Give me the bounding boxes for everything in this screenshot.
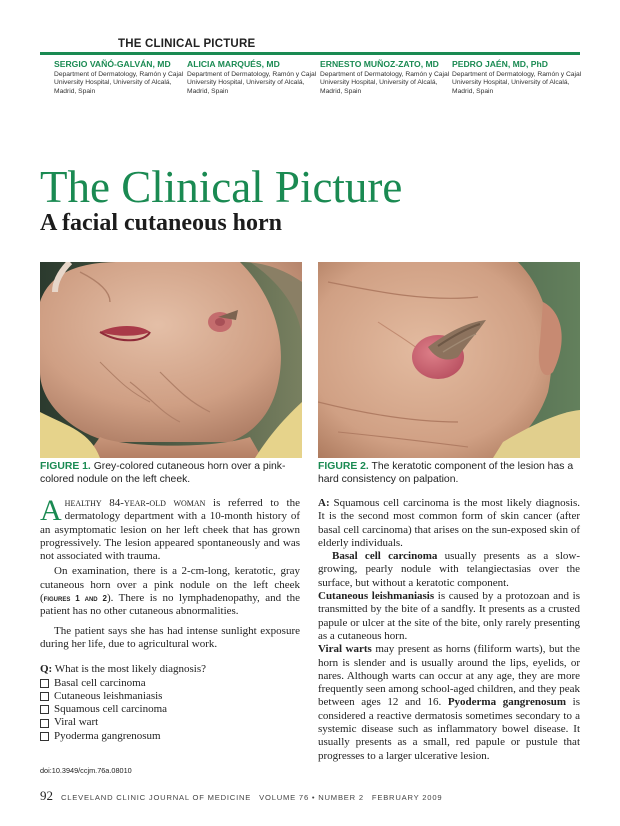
answer-option — [40, 716, 300, 729]
option-label: Viral wart — [54, 716, 99, 729]
author-affiliation: Department of Dermatology, Ramón y Cajal University Hospital, University of Alcalá, Madrid, Spain — [187, 71, 317, 95]
doi: doi:10.3949/ccjm.76a.08010 — [40, 766, 132, 775]
section-rule — [40, 52, 580, 55]
answer-option — [40, 690, 300, 703]
figure-1-text: Grey-colored cutaneous horn over a pink-colored nodule on the left cheek. — [40, 461, 286, 485]
section-label: THE CLINICAL PICTURE — [118, 38, 256, 50]
checkbox-icon — [40, 719, 49, 728]
author-name: ALICIA MARQUÉS, MD — [187, 59, 280, 69]
journal-name: CLEVELAND CLINIC JOURNAL OF MEDICINE — [61, 793, 252, 802]
answer-label: A: — [318, 497, 330, 509]
leishmaniasis-paragraph — [318, 590, 580, 643]
question-text: What is the most likely diagnosis? — [52, 663, 207, 676]
page-number: 92 — [40, 788, 53, 803]
checkbox-icon — [40, 692, 49, 701]
wart-term: Viral warts — [318, 643, 372, 656]
figure-reference: figures 1 and 2 — [43, 594, 107, 604]
bcc-text: usually presents as a slow-growing, pearly nodule with telangiectasias over the surface, but without a keratotic component. — [318, 550, 581, 589]
drop-cap: A — [40, 494, 62, 527]
author-block — [320, 59, 452, 96]
author-block — [452, 59, 584, 96]
examination-paragraph — [40, 565, 300, 618]
answer-option — [40, 703, 300, 716]
intro-text: is referred to the dermatology department with a 10-month history of an asymptomatic lesion on her left cheek that has grown progressively. The lesion appeared spontaneously and was not associated with trauma. — [40, 497, 300, 563]
figure-2-caption — [318, 461, 578, 486]
figure-2-photo — [318, 262, 580, 458]
bcc-paragraph — [318, 550, 580, 590]
wart-paragraph — [318, 643, 580, 763]
figure-2-text: The keratotic component of the lesion has a hard consistency on palpation. — [318, 461, 574, 485]
left-column — [40, 494, 301, 743]
option-label: Pyoderma gangrenosum — [54, 729, 161, 742]
intro-smallcaps: healthy 84-year-old woman — [64, 497, 206, 509]
author-block — [54, 59, 186, 96]
history-paragraph: The patient says she has had intense sunlight exposure during her life, due to agricultural work. — [40, 624, 300, 650]
figure-1-caption — [40, 461, 300, 486]
journal-volume: VOLUME 76 • NUMBER 2 — [259, 793, 364, 802]
bcc-term: Basal cell carcinoma — [332, 550, 438, 563]
figure-1-label: FIGURE 1. — [40, 461, 91, 472]
author-block — [187, 59, 319, 96]
figure-2-label: FIGURE 2. — [318, 461, 369, 472]
author-affiliation: Department of Dermatology, Ramón y Cajal University Hospital, University of Alcalá, Madrid, Spain — [452, 71, 582, 95]
option-label: Cutaneous leishmaniasis — [54, 689, 163, 702]
author-affiliation: Department of Dermatology, Ramón y Cajal University Hospital, University of Alcalá, Madrid, Spain — [54, 71, 184, 95]
pyoderma-text: is considered a reactive dermatosis sometimes secondary to a systemic disease such as inflammatory bowel disease. It usually presents as a small, red papule or pustule that progresses to a larger ulcerative lesion. — [318, 696, 580, 762]
article-subtitle: A facial cutaneous horn — [40, 210, 283, 236]
leishmaniasis-text: is caused by a protozoan and is transmitted by the bite of a sandfly. It presents as a crusted papule or ulcer at the site of the bite, only rarely presenting as a cutaneous horn. — [318, 590, 580, 642]
question — [40, 663, 300, 676]
leishmaniasis-term: Cutaneous leishmaniasis — [318, 590, 435, 603]
figure-1-photo — [40, 262, 302, 458]
answer-text: Squamous cell carcinoma is the most likely diagnosis. It is the second most common form of skin cancer (after basal cell carcinoma) that arises on the sun-exposed skin of elderly individuals. — [318, 497, 580, 549]
wart-text: may present as horns (filiform warts), but the horn is slender and is usually around the lips, eyelids, or nares. Although warts can occur at any age, they are more frequently seen among school-aged children, and they peak between ages 12 and 16. — [318, 643, 581, 709]
examination-text-b: ). There is no lymphadenopathy, and the patient has no other cutaneous abnormalities. — [40, 592, 301, 618]
option-label: Basal cell carcinoma — [54, 676, 146, 689]
article-title: The Clinical Picture — [40, 162, 403, 212]
author-name: SERGIO VAÑÓ-GALVÁN, MD — [54, 59, 171, 69]
answer-option — [40, 730, 300, 743]
question-label: Q: — [40, 663, 53, 676]
checkbox-icon — [40, 732, 49, 741]
examination-text-a: On examination, there is a 2-cm-long, keratotic, gray cutaneous horn over a pink nodule on the left cheek ( — [40, 565, 300, 605]
answer-option — [40, 677, 300, 690]
answer-paragraph — [318, 497, 580, 550]
checkbox-icon — [40, 705, 49, 714]
author-affiliation: Department of Dermatology, Ramón y Cajal University Hospital, University of Alcalá, Madrid, Spain — [320, 71, 450, 95]
option-label: Squamous cell carcinoma — [54, 703, 168, 716]
page-footer — [40, 788, 442, 804]
checkbox-icon — [40, 679, 49, 688]
journal-date: FEBRUARY 2009 — [371, 793, 443, 802]
author-name: ERNESTO MUÑOZ-ZATO, MD — [320, 59, 439, 69]
intro-paragraph — [40, 494, 300, 563]
pyoderma-term: Pyoderma gangrenosum — [447, 696, 567, 709]
author-name: PEDRO JAÉN, MD, PhD — [452, 59, 548, 69]
right-column — [318, 497, 580, 763]
